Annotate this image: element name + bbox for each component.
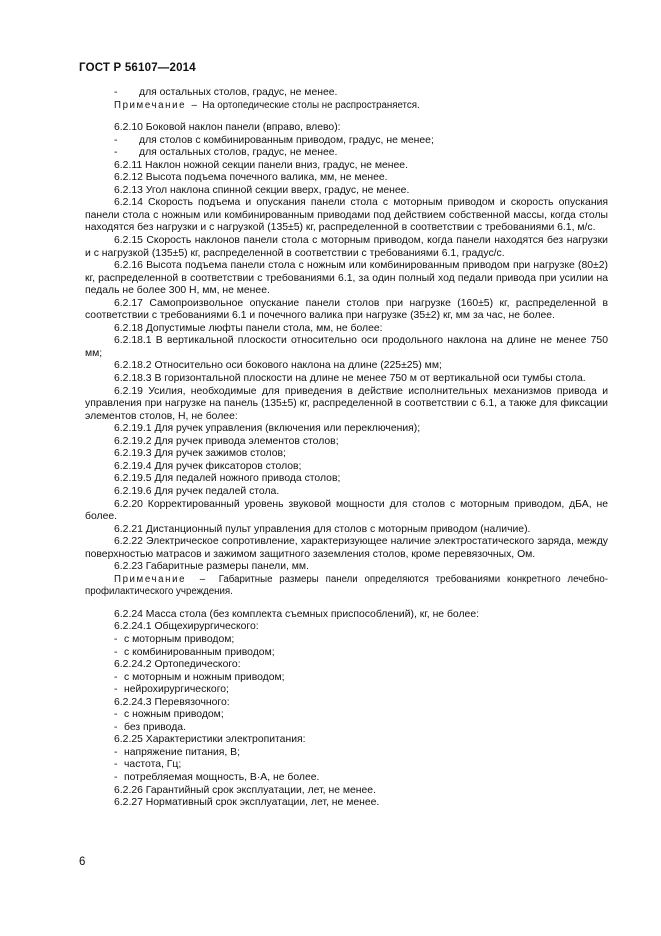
list-item-text: для столов с комбинированным приводом, градус, не менее; [139, 134, 434, 146]
list-item-text: нейрохирургического; [124, 684, 229, 696]
list-item [85, 647, 608, 660]
paragraph: 6.2.12 Высота подъема почечного валика, мм, не менее. [114, 172, 388, 184]
list-item-text: для остальных столов, градус, не менее. [139, 147, 338, 159]
paragraph-gap [85, 599, 608, 609]
list-item-text: без привода. [124, 721, 186, 733]
paragraph: 6.2.25 Характеристики электропитания: [114, 734, 306, 746]
paragraph: 6.2.20 Корректированный уровень звуковой мощности для столов с моторным приводом, дБА, не более. [85, 498, 608, 523]
note-label: Примечание [114, 573, 187, 585]
paragraph: 6.2.16 Высота подъема панели стола с ножным или комбинированным приводом при нагрузке (80±2) кг, распределенной в соответствии с требованиями 6.1, за один полный ход педали привода при усилии на педаль не более 300 Н, мм, не менее. [85, 260, 608, 297]
paragraph: 6.2.19.1 Для ручек управления (включения или переключения); [114, 423, 421, 435]
paragraph: 6.2.21 Дистанционный пульт управления для столов с моторным приводом (наличие). [114, 523, 531, 535]
paragraph: 6.2.18.1 В вертикальной плоскости относительно оси продольного наклона на длине не менее 750 мм; [85, 335, 608, 359]
paragraph: 6.2.27 Нормативный срок эксплуатации, лет, не менее. [114, 797, 380, 809]
list-item [85, 147, 608, 160]
paragraph: 6.2.24.3 Перевязочного: [114, 696, 230, 708]
list-item [85, 709, 608, 722]
paragraph: 6.2.24 Масса стола (без комплекта съемных приспособлений), кг, не более: [114, 608, 479, 620]
list-item-text: для остальных столов, градус, не менее. [139, 87, 338, 98]
note-text: Габаритные размеры панели определяются требованиями конкретного лечебно-профилактического учреждения. [85, 573, 608, 598]
list-dash: - [114, 633, 118, 645]
note-separator: – [191, 99, 197, 111]
paragraph: 6.2.23 Габаритные размеры панели, мм. [114, 561, 309, 573]
paragraph: 6.2.18.2 Относительно оси бокового наклона на длине (225±25) мм; [114, 360, 442, 372]
list-item-text: с моторным приводом; [124, 633, 235, 645]
paragraph: 6.2.19.6 Для ручек педалей стола. [114, 485, 280, 497]
list-dash: - [114, 746, 118, 758]
note-separator: – [199, 573, 206, 585]
paragraph: 6.2.18 Допустимые люфты панели стола, мм, не более: [114, 322, 383, 334]
list-item [85, 772, 608, 785]
paragraph: 6.2.17 Самопроизвольное опускание панели столов при нагрузке (160±5) кг, распределенной в соответствии с требованиями 6.1 и почечного валика при нагрузке (35±2) кг, мм за час, не более. [85, 297, 608, 322]
paragraph: 6.2.13 Угол наклона спинной секции вверх, градус, не менее. [114, 184, 410, 196]
list-dash: - [114, 771, 118, 783]
paragraph: 6.2.19.4 Для ручек фиксаторов столов; [114, 460, 302, 472]
paragraph: 6.2.11 Наклон ножной секции панели вниз, градус, не менее. [114, 159, 408, 171]
paragraph: 6.2.14 Скорость подъема и опускания панели стола с моторным приводом и скорость опускания панели стола с ножным или комбинированным приводами под действием собственной массы, когда столы находятся без нагрузки и с нагрузкой (135±5) кг, распределенной в соответствии с требованиями 6.1, м/с. [85, 197, 608, 234]
list-item-text: с комбинированным приводом; [124, 646, 275, 658]
list-dash: - [114, 709, 118, 721]
paragraph: 6.2.19.5 Для педалей ножного привода столов; [114, 473, 341, 485]
paragraph: 6.2.24.1 Общехирургического: [114, 621, 259, 633]
list-item [85, 722, 608, 735]
list-item-text: с моторным и ножным приводом; [124, 671, 285, 683]
list-item-text: потребляемая мощность, В·А, не более. [124, 771, 320, 783]
list-item [85, 672, 608, 685]
list-item [85, 87, 608, 100]
paragraph-gap [85, 112, 608, 122]
note [85, 574, 608, 599]
page-number: 6 [79, 856, 86, 868]
list-dash: - [114, 759, 118, 771]
list-item [85, 634, 608, 647]
note [85, 100, 608, 113]
paragraph: 6.2.19.2 Для ручек привода элементов столов; [114, 435, 339, 447]
list-dash: - [114, 646, 118, 658]
list-item-text: частота, Гц; [124, 759, 182, 771]
list-dash: - [114, 147, 118, 159]
paragraph: 6.2.10 Боковой наклон панели (вправо, влево): [114, 122, 341, 134]
note-label: Примечание [114, 99, 187, 111]
paragraph: 6.2.24.2 Ортопедического: [114, 659, 241, 671]
paragraph: 6.2.18.3 В горизонтальной плоскости на длине не менее 750 м от вертикальной оси тумбы стола. [114, 373, 586, 385]
list-item [85, 759, 608, 772]
paragraph: 6.2.19 Усилия, необходимые для приведения в действие исполнительных механизмов привода и управления при нагрузке на панель (135±5) кг, распределенной в соответствии с 6.1, а также для фиксации элементов столов, Н, не более: [85, 385, 608, 422]
list-dash: - [114, 684, 118, 696]
list-dash: - [114, 721, 118, 733]
list-item [85, 135, 608, 148]
note-text: На ортопедические столы не распространяется. [202, 99, 420, 111]
list-item-text: напряжение питания, В; [124, 746, 240, 758]
list-item [85, 684, 608, 697]
list-item-text: с ножным приводом; [124, 709, 224, 721]
paragraph: 6.2.15 Скорость наклонов панели стола с моторным приводом, когда панели находятся без нагрузки и с нагрузкой (135±5) кг, распределенной в соответствии с требованиями 6.1, градус/с. [85, 235, 608, 259]
standard-header: ГОСТ Р 56107—2014 [79, 62, 196, 74]
list-dash: - [114, 671, 118, 683]
list-dash: - [114, 87, 118, 98]
list-item [85, 747, 608, 760]
document-body [85, 87, 608, 810]
paragraph: 6.2.19.3 Для ручек зажимов столов; [114, 448, 286, 460]
list-dash: - [114, 134, 118, 146]
paragraph: 6.2.22 Электрическое сопротивление, характеризующее наличие электростатического заряда, между поверхностью матрасов и зажимом защитного заземления столов, кроме перевязочных, Ом. [85, 536, 608, 560]
paragraph: 6.2.26 Гарантийный срок эксплуатации, лет, не менее. [114, 784, 376, 796]
